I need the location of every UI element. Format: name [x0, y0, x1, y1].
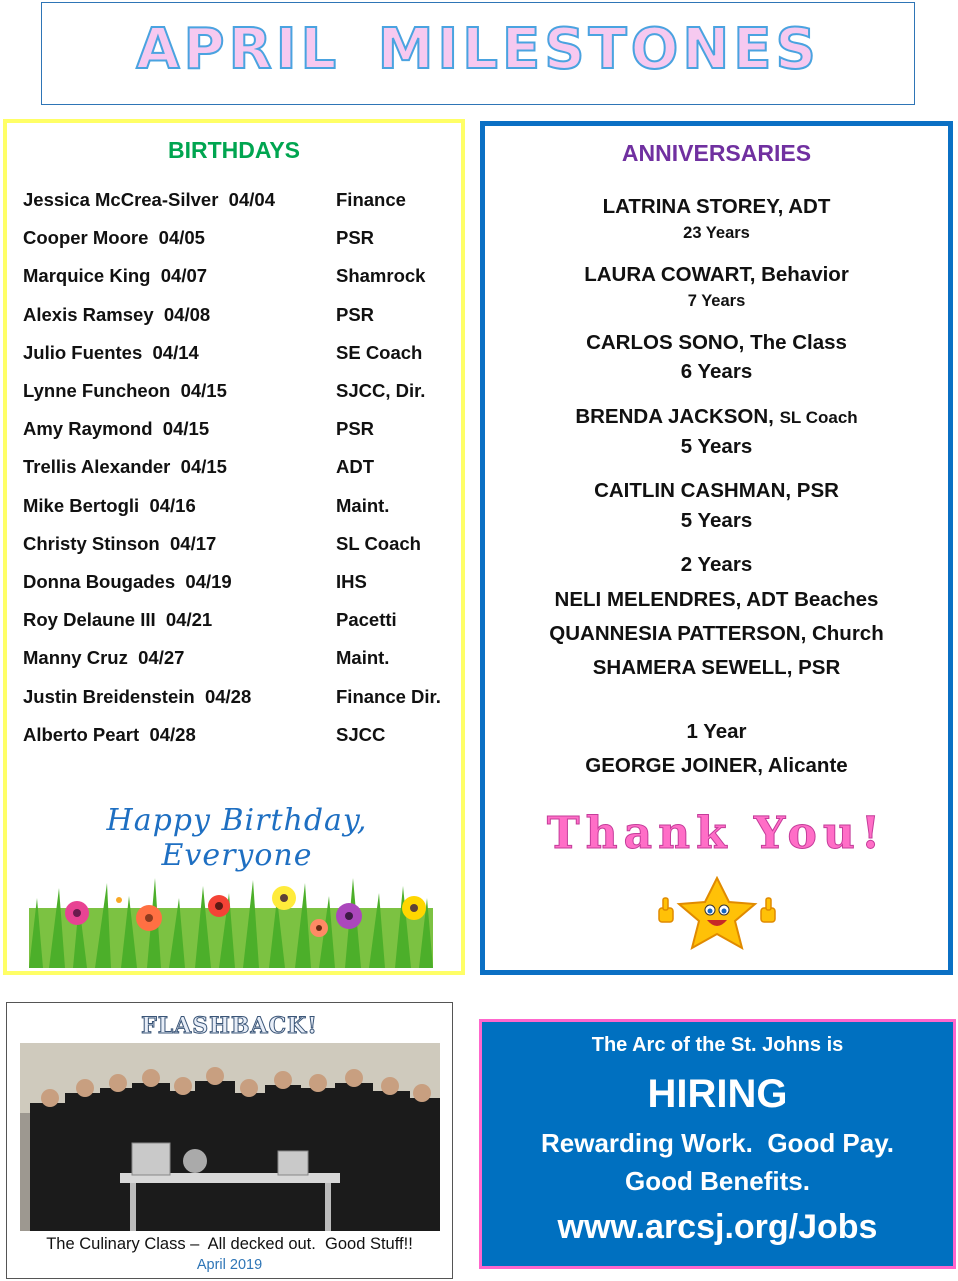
- hiring-tagline-2: Good Benefits.: [625, 1166, 810, 1196]
- anniversaries-heading: ANNIVERSARIES: [621, 140, 812, 166]
- anniversary-group-years: 1 Year: [686, 720, 747, 743]
- birthday-name: Alexis Ramsey 04/08: [23, 303, 211, 325]
- birthday-department: SL Coach: [336, 532, 421, 554]
- birthday-name: Amy Raymond 04/15: [23, 418, 210, 440]
- birthday-row: [23, 227, 463, 257]
- anniversary-name: CARLOS SONO, The Class: [586, 331, 847, 354]
- birthday-row: [23, 647, 463, 677]
- hiring-intro: The Arc of the St. Johns is: [591, 1034, 844, 1056]
- birthday-row: [23, 686, 463, 716]
- anniversary-name: QUANNESIA PATTERSON, Church: [549, 622, 884, 645]
- star-thumbs-up-icon: [657, 876, 777, 951]
- birthday-department: SJCC: [336, 723, 386, 745]
- culinary-class-photo: [20, 1043, 440, 1231]
- anniversary-name: SHAMERA SEWELL, PSR: [592, 656, 841, 679]
- birthday-department: PSR: [336, 227, 375, 249]
- anniversary-name: [485, 405, 948, 429]
- birthday-department: IHS: [336, 571, 367, 592]
- hiring-headline: HIRING: [647, 1072, 788, 1116]
- anniversary-name-text: BRENDA JACKSON,: [575, 405, 780, 428]
- flashback-date: April 2019: [196, 1257, 263, 1273]
- anniversary-years: 5 Years: [680, 435, 753, 458]
- birthday-department: Shamrock: [336, 265, 426, 287]
- birthday-name: Jessica McCrea-Silver 04/04: [23, 189, 275, 210]
- anniversary-years: 6 Years: [680, 360, 753, 383]
- birthday-name: Christy Stinson 04/17: [23, 532, 217, 554]
- hiring-banner: [479, 1019, 956, 1269]
- birthday-row: [23, 609, 463, 639]
- flashback-caption: The Culinary Class – All decked out. Good Stuff!!: [46, 1235, 413, 1253]
- anniversary-name: NELI MELENDRES, ADT Beaches: [554, 588, 879, 611]
- anniversary-group-years: 2 Years: [680, 553, 753, 576]
- birthdays-heading: BIRTHDAYS: [167, 137, 301, 163]
- flashback-title: FLASHBACK!: [141, 1013, 318, 1039]
- anniversary-name: GEORGE JOINER, Alicante: [585, 754, 848, 777]
- anniversary-name: LAURA COWART, Behavior: [584, 263, 849, 286]
- birthday-department: PSR: [336, 418, 375, 440]
- birthday-department: Pacetti: [336, 609, 397, 631]
- birthdays-panel: [3, 119, 465, 975]
- anniversary-dept: SL Coach: [779, 408, 858, 427]
- birthday-name: Marquice King 04/07: [23, 265, 208, 287]
- anniversary-years: 23 Years: [683, 224, 750, 242]
- happy-birthday-greeting: Happy Birthday, Everyone: [106, 803, 368, 873]
- birthday-row: [23, 342, 463, 372]
- birthday-row: [23, 495, 463, 525]
- thank-you-text: Thank You!: [546, 808, 887, 859]
- birthday-name: Mike Bertogli 04/16: [23, 494, 196, 516]
- birthday-row: [23, 189, 463, 219]
- birthday-name: Justin Breidenstein 04/28: [23, 685, 252, 707]
- birthday-row: [23, 380, 463, 410]
- anniversaries-panel: [480, 121, 953, 975]
- birthday-row: [23, 304, 463, 334]
- birthday-name: Alberto Peart 04/28: [23, 723, 196, 745]
- birthday-name: Manny Cruz 04/27: [23, 647, 185, 669]
- birthday-row: [23, 418, 463, 448]
- anniversary-years: 5 Years: [680, 509, 753, 532]
- birthday-name: Roy Delaune III 04/21: [23, 609, 213, 631]
- birthday-name: Lynne Funcheon 04/15: [23, 380, 227, 401]
- birthday-department: Finance Dir.: [336, 685, 441, 707]
- birthday-department: PSR: [336, 303, 375, 325]
- birthday-name: Julio Fuentes 04/14: [23, 341, 199, 363]
- hiring-tagline: Rewarding Work. Good Pay.: [541, 1128, 894, 1158]
- birthday-name: Cooper Moore 04/05: [23, 227, 205, 249]
- birthday-row: [23, 571, 463, 601]
- anniversary-name: CAITLIN CASHMAN, PSR: [594, 479, 839, 502]
- page-title: APRIL MILESTONES: [136, 17, 820, 82]
- flashback-panel: [6, 1002, 453, 1279]
- anniversary-years: 7 Years: [687, 292, 746, 310]
- anniversary-name: LATRINA STOREY, ADT: [602, 195, 831, 218]
- hiring-url-link[interactable]: www.arcsj.org/Jobs: [557, 1208, 878, 1246]
- birthday-row: [23, 533, 463, 563]
- birthday-name: Donna Bougades 04/19: [23, 571, 232, 592]
- birthday-name: Trellis Alexander 04/15: [23, 456, 227, 478]
- birthday-department: SE Coach: [336, 341, 423, 363]
- birthday-department: Maint.: [336, 494, 390, 516]
- birthday-row: [23, 724, 463, 754]
- birthday-department: Finance: [336, 189, 406, 210]
- birthday-department: Maint.: [336, 647, 390, 669]
- birthday-department: ADT: [336, 456, 375, 478]
- birthday-row: [23, 456, 463, 486]
- birthday-department: SJCC, Dir.: [336, 380, 426, 401]
- title-banner: [41, 2, 915, 105]
- flowers-illustration: [29, 868, 433, 968]
- birthday-row: [23, 265, 463, 295]
